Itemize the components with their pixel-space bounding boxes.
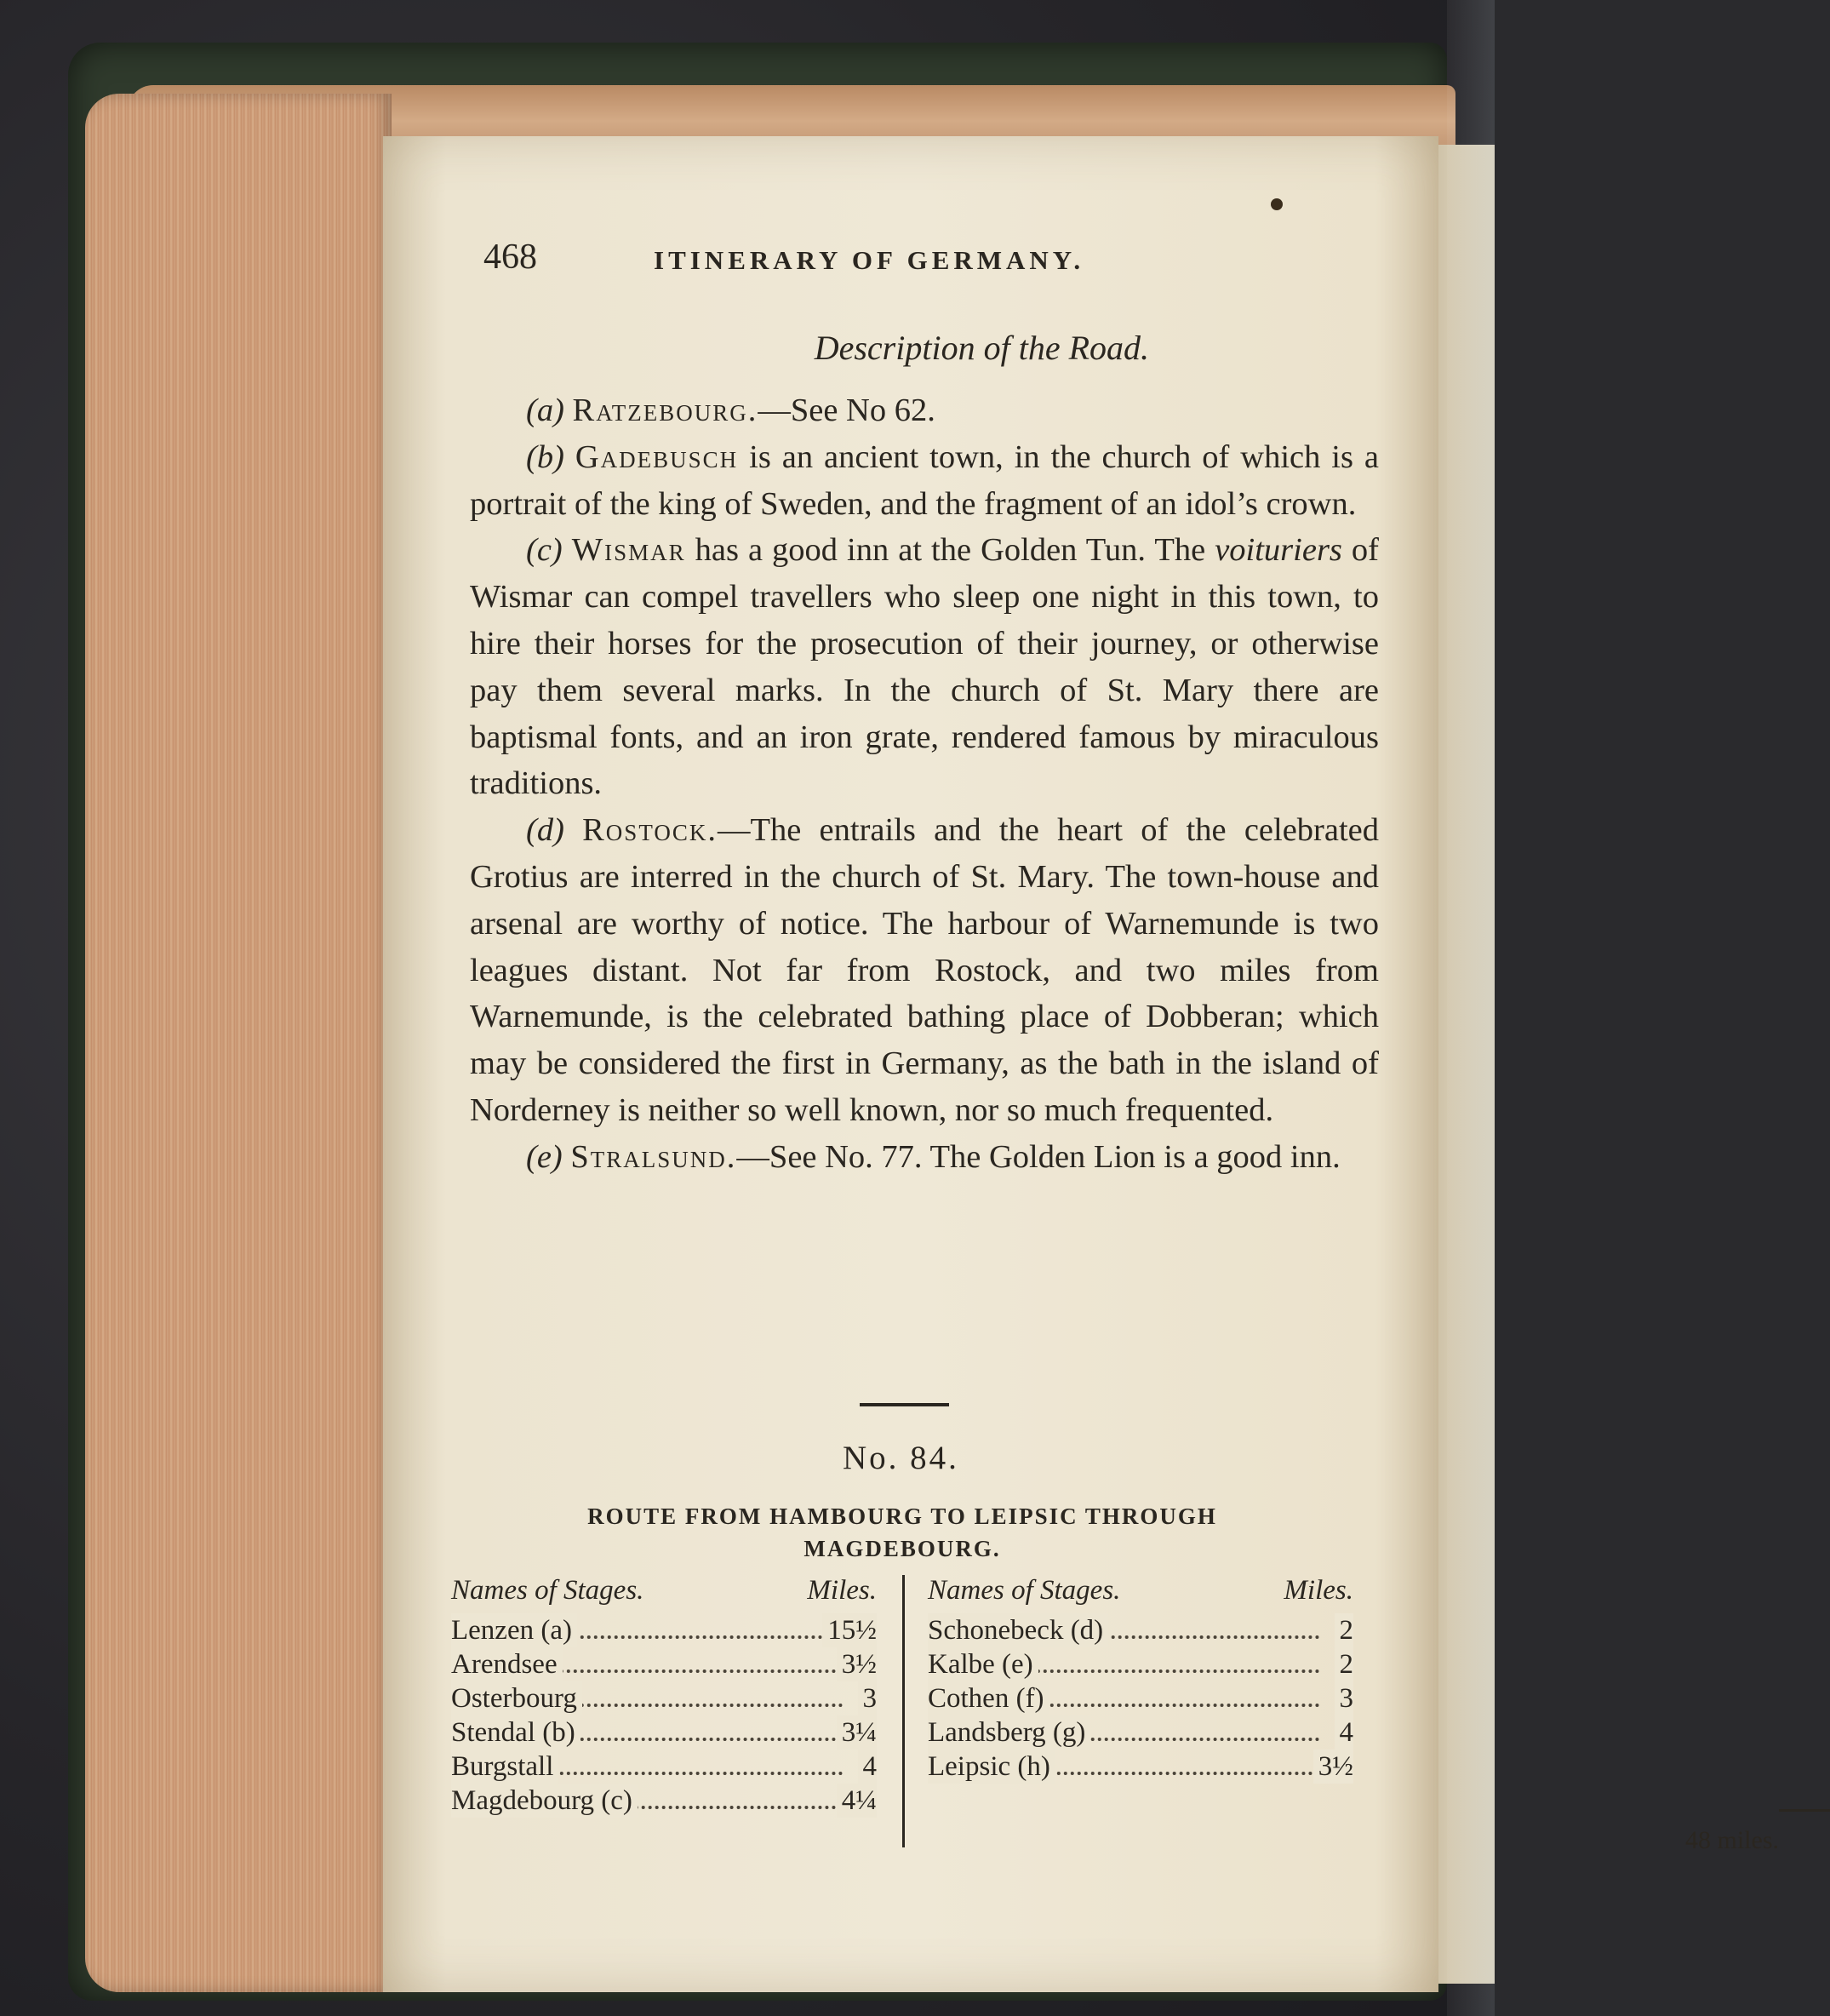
total-miles: 48 miles. (1685, 1826, 1779, 1854)
table-row (451, 1647, 877, 1681)
stage-name: Kalbe (e) (928, 1647, 1038, 1681)
paragraph-d (470, 807, 1379, 1134)
column-header (928, 1575, 1353, 1613)
place-name: Ratzebourg. (572, 392, 758, 428)
stage-miles: 3 (858, 1681, 878, 1715)
stage-miles: 4 (1335, 1715, 1354, 1750)
stage-name: Landsberg (g) (928, 1715, 1090, 1750)
running-head (483, 237, 1224, 288)
paragraph-label: (c) (526, 532, 563, 569)
paragraph-label: (a) (526, 392, 564, 428)
paragraph-text-continued: of Wismar can compel travellers who sleep one night in this town, to hire their horses for the prosecution of their journey, or otherwise pay them several marks. In the church of St. Mary there are baptismal fonts, and an iron grate, rendered famous by miraculous traditions. (470, 532, 1379, 802)
column-divider (902, 1575, 905, 1847)
table-row (928, 1715, 1353, 1750)
paragraph-b (470, 434, 1379, 528)
stage-name: Arendsee (451, 1647, 563, 1681)
stage-name: Magdebourg (c) (451, 1784, 638, 1818)
stage-miles: 3½ (1313, 1750, 1353, 1784)
place-name: Wismar (571, 532, 686, 569)
table-row (451, 1613, 877, 1647)
stages-column-left (451, 1575, 877, 1818)
stage-name: Lenzen (a) (451, 1613, 577, 1647)
place-name: Stralsund. (570, 1138, 737, 1175)
stage-name: Stendal (b) (451, 1715, 580, 1750)
route-number: No. 84. (843, 1440, 959, 1476)
paragraph-c (470, 527, 1379, 807)
paragraph-label: (d) (526, 812, 564, 849)
table-row (928, 1750, 1353, 1784)
stage-miles: 4¼ (837, 1784, 877, 1818)
paragraph-text: has a good inn at the Golden Tun. The (685, 532, 1215, 569)
paragraph-e (470, 1134, 1379, 1181)
stage-header: Names of Stages. (928, 1575, 1121, 1606)
table-row (451, 1715, 877, 1750)
place-name: Rostock. (582, 812, 718, 849)
paragraph-label: (e) (526, 1138, 563, 1175)
italic-term: voituriers (1215, 532, 1342, 569)
stage-name: Burgstall (451, 1750, 558, 1784)
glass-reflection (1447, 0, 1495, 2016)
paragraph-text: —See No. 77. The Golden Lion is a good inn. (736, 1138, 1341, 1175)
stages-column-right (928, 1575, 1779, 1854)
stage-name: Osterbourg (451, 1681, 582, 1715)
section-divider-rule (860, 1403, 949, 1406)
running-title: ITINERARY OF GERMANY. (654, 245, 1085, 275)
table-row (928, 1613, 1353, 1647)
description-body (470, 387, 1379, 1181)
paragraph-a (470, 387, 1379, 434)
miles-header: Miles. (1284, 1575, 1353, 1606)
miles-header: Miles. (807, 1575, 877, 1606)
page-fore-edge (85, 94, 392, 1992)
stage-header: Names of Stages. (451, 1575, 644, 1606)
stage-miles: 3 (1335, 1681, 1354, 1715)
stage-miles: 2 (1335, 1613, 1354, 1647)
table-row (928, 1647, 1353, 1681)
ink-spot (1271, 198, 1283, 210)
table-row (451, 1750, 877, 1784)
page-number: 468 (483, 238, 537, 277)
stage-miles: 3¼ (837, 1715, 877, 1750)
paragraph-text: is an ancient town, in the church of which is a portrait of the king of Sweden, and the fragment of an idol’s crown. (470, 438, 1379, 522)
stage-name: Leipsic (h) (928, 1750, 1055, 1784)
paragraph-text: —See No 62. (758, 392, 935, 428)
total-rule (1779, 1809, 1830, 1812)
table-row (928, 1681, 1353, 1715)
column-header (451, 1575, 877, 1613)
table-row (451, 1784, 877, 1818)
stage-miles: 4 (858, 1750, 878, 1784)
route-title: ROUTE FROM HAMBOURG TO LEIPSIC THROUGH MAGDEBOURG. (587, 1503, 1217, 1561)
stage-miles: 15½ (822, 1613, 877, 1647)
table-row (451, 1681, 877, 1715)
stage-name: Schonebeck (d) (928, 1613, 1108, 1647)
stage-name: Cothen (f) (928, 1681, 1049, 1715)
stage-miles: 2 (1335, 1647, 1354, 1681)
paragraph-text: —The entrails and the heart of the celebrated Grotius are interred in the church of St. Mary. The town-house and arsenal are worthy of notice. The harbour of Warnemunde is two leagues distant. Not far from Rostock, and two miles from Warnemunde, is the celebrated bathing place of Dobberan; which may be considered the first in Germany, as the bath in the island of Norderney is neither so well known, nor so much frequented. (470, 812, 1379, 1128)
section-heading: Description of the Road. (814, 329, 1149, 367)
paragraph-label: (b) (526, 438, 564, 475)
place-name: Gadebusch (575, 438, 739, 475)
stage-miles: 3½ (837, 1647, 877, 1681)
